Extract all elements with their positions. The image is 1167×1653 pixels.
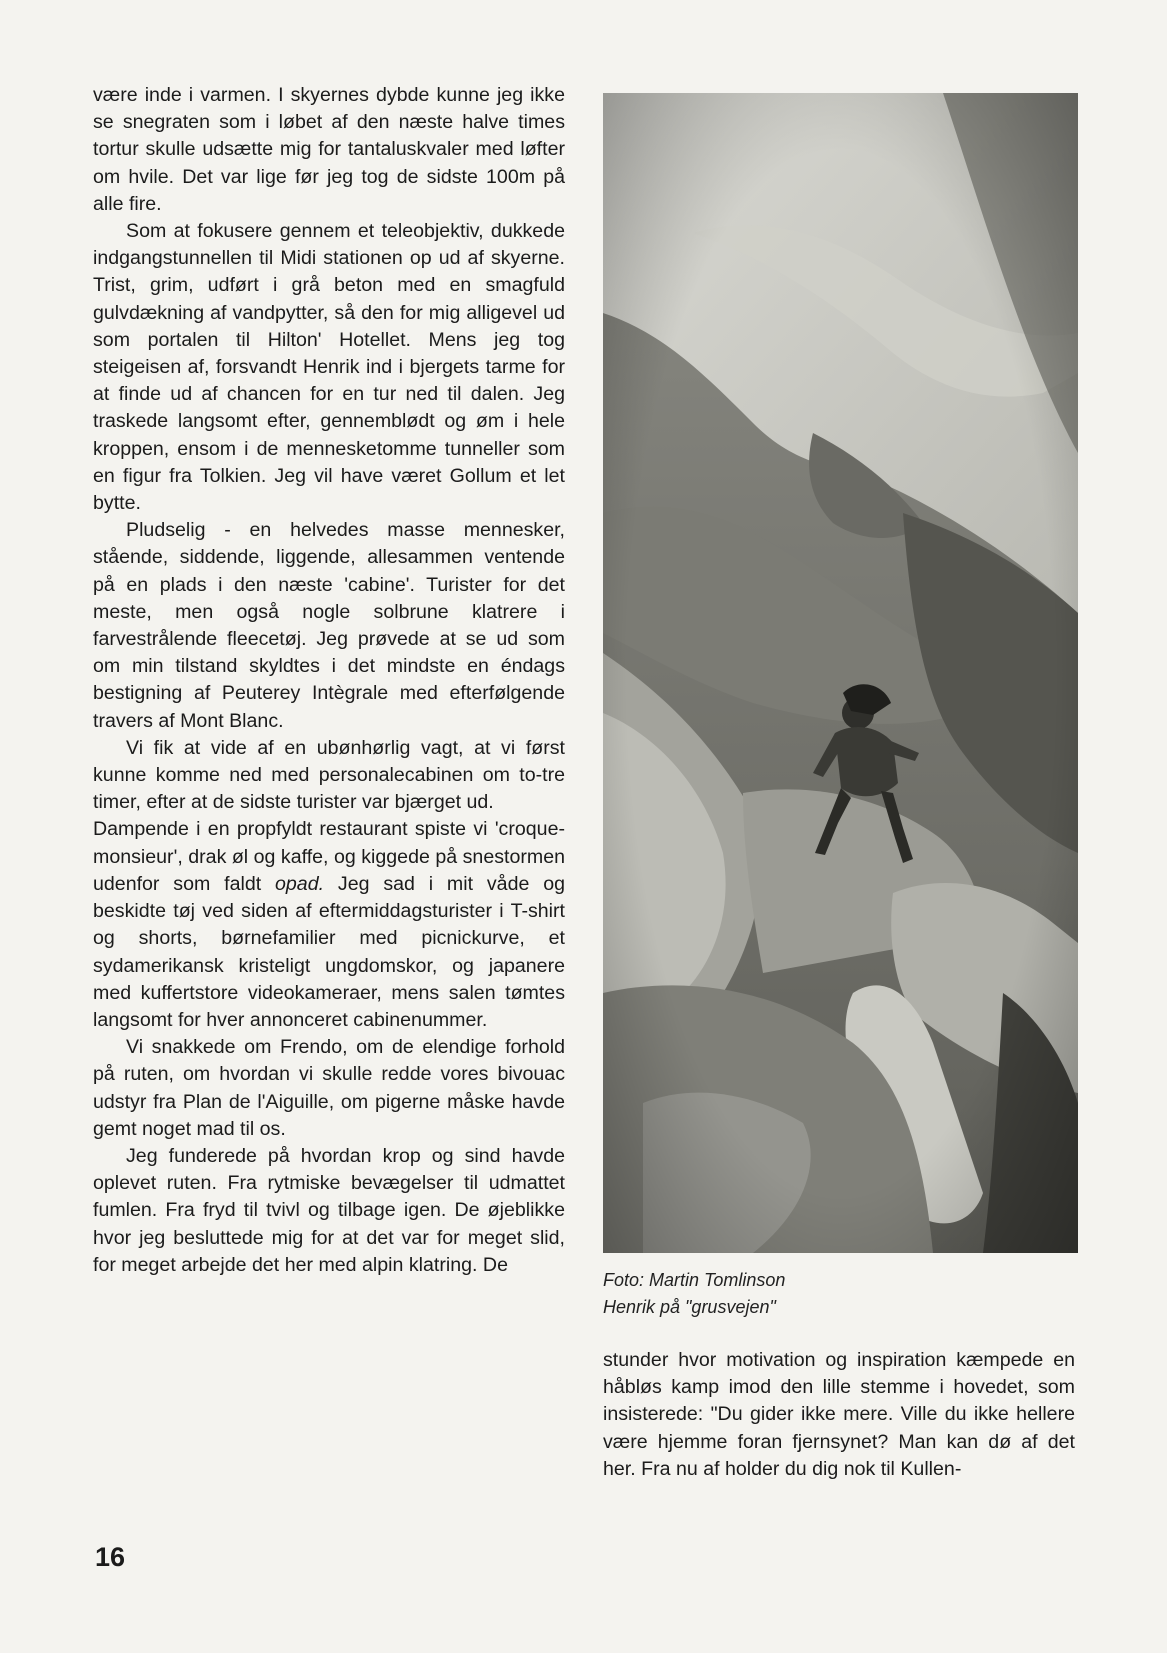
paragraph-3: Pludselig - en helvedes masse mennesker, stående, siddende, liggende, allesammen ventende på en plads i den næste 'cabine'. Turister for det meste, men også nogle solbrune klatrere i farvestrålende fleecetøj. Jeg prøvede at se ud som om min tilstand skyldtes i det mindste en éndags bestigning af Peuterey Intègrale med efterfølgende travers af Mont Blanc.: [93, 519, 565, 732]
paragraph-4: Vi fik at vide af en ubønhørlig vagt, at vi først kunne komme ned med personalecabinen om to-tre timer, efter at de sidste turister var bjærget ud.: [93, 736, 565, 814]
paragraph-1: være inde i varmen. I skyernes dybde kunne jeg ikke se snegraten som i løbet af den næste halve times tortur skulle udsætte mig for tantaluskvaler med løfter om hvile. Det var lige før jeg tog de sidste 100m på alle fire.: [93, 84, 565, 215]
page-number: 16: [95, 1542, 126, 1572]
photo-caption-text: Henrik på "grusvejen": [603, 1297, 776, 1317]
climber-photo: [603, 93, 1078, 1253]
paragraph-5-italic: opad.: [275, 872, 325, 895]
paragraph-5: [93, 816, 565, 1034]
paragraph-6: Vi snakkede om Frendo, om de elendige forhold på ruten, om hvordan vi skulle redde vores bivouac udstyr fra Plan de l'Aiguille, om pigerne måske havde gemt noget mad til os.: [93, 1036, 565, 1140]
paragraph-2: Som at fokusere gennem et teleobjektiv, dukkede indgangstunnellen til Midi stationen op ud af skyerne. Trist, grim, udført i grå beton med en smagfuld gulvdækning af vandpytter, så den for mig alligevel ud som portalen til Hilton' Hotellet. Mens jeg tog steigeisen af, forsvandt Henrik ind i bjergets tarme for at finde ud af chancen for en tur ned til dalen. Jeg traskede langsomt efter, gennemblødt og øm i hele kroppen, ensom i de mennesketomme tunneller som en figur fra Tolkien. Jeg vil have været Gollum et let bytte.: [93, 220, 565, 515]
paragraph-5-end: Jeg sad i mit våde og beskidte tøj ved siden af eftermiddagsturister i T-shirt og shorts, børnefamilier med picnickurve, et sydamerikansk kristeligt ungdomskor, og japanere med kuffertstore videokameraer, mens salen tømtes langsomt for hver annonceret cabinenummer.: [93, 872, 565, 1031]
paragraph-7: Jeg funderede på hvordan krop og sind havde oplevet ruten. Fra rytmiske bevægelser til udmattet fumlen. Fra fryd til tvivl og tilbage igen. De øjeblikke hvor jeg besluttede mig for at det var for meget slid, for meget arbejde det her med alpin klatring. De: [93, 1144, 565, 1276]
right-paragraph-1: stunder hvor motivation og inspiration kæmpede en håbløs kamp imod den lille stemme i hovedet, som insisterede: "Du gider ikke mere. Ville du ikke hellere være hjemme foran fjernsynet? Man kan dø af det her. Fra nu af holder du dig nok til Kullen-: [603, 1349, 1075, 1480]
right-text-column: [603, 1347, 1075, 1483]
photo-caption: [603, 1267, 1078, 1321]
photo-credit: Foto: Martin Tomlinson: [603, 1270, 786, 1290]
photo-illustration: [603, 93, 1078, 1253]
paragraph-5-start: Dampende i en propfyldt restaurant spiste vi 'croque-monsieur', drak øl og kaffe, og kiggede på snestormen udenfor som faldt: [93, 818, 565, 895]
left-text-column: [93, 82, 565, 1279]
